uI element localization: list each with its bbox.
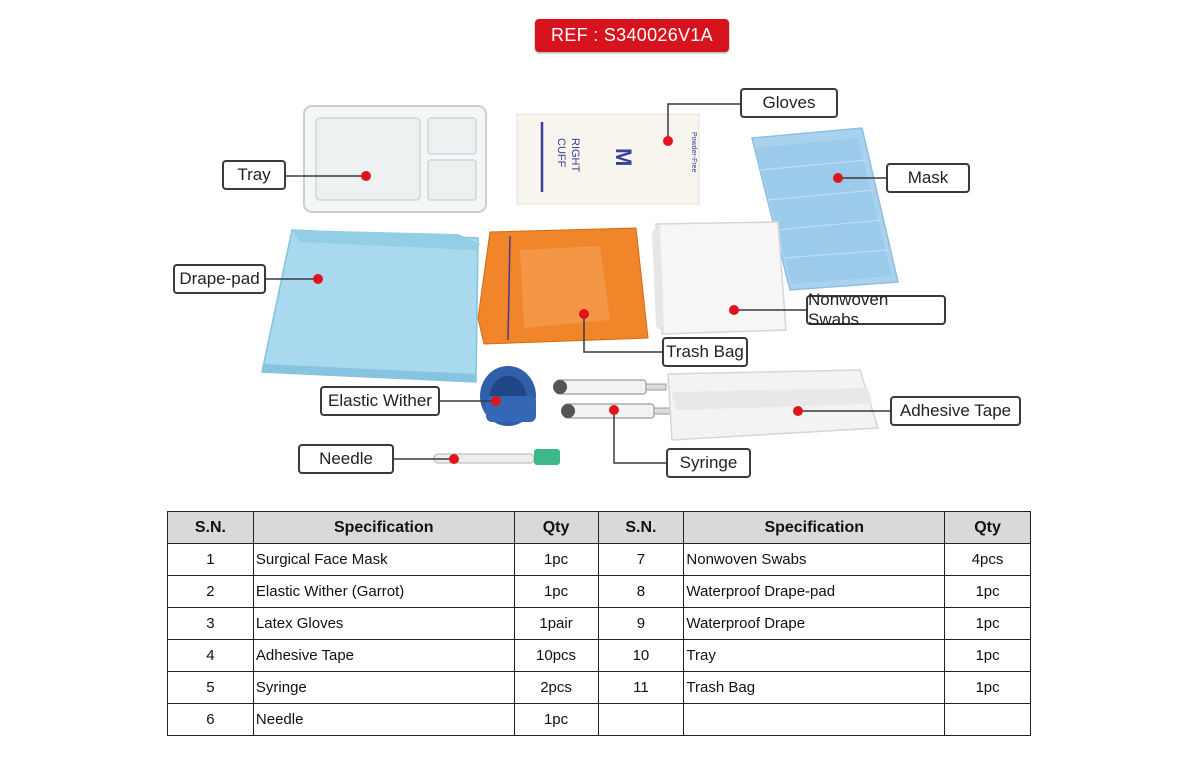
table-row [168,640,1031,672]
cell-spec: Surgical Face Mask [253,544,514,576]
cell-sn: 4 [168,640,254,672]
label-elastic-wither: Elastic Wither [320,386,440,416]
cell-sn: 1 [168,544,254,576]
cell-spec: Trash Bag [684,672,945,704]
label-tray: Tray [222,160,286,190]
header-spec-left: Specification [253,512,514,544]
header-sn-left: S.N. [168,512,254,544]
header-spec-right: Specification [684,512,945,544]
cell-qty: 1pc [514,704,598,736]
table-header-row [168,512,1031,544]
header-qty-right: Qty [945,512,1031,544]
header-sn-right: S.N. [598,512,684,544]
glove-cuff-line1: RIGHT [569,138,581,173]
cell-spec: Elastic Wither (Garrot) [253,576,514,608]
label-needle: Needle [298,444,394,474]
header-qty-left: Qty [514,512,598,544]
label-mask: Mask [886,163,970,193]
spec-table [167,511,1031,736]
label-trash-bag: Trash Bag [662,337,748,367]
cell-qty: 10pcs [514,640,598,672]
adhesive-tape-item [668,370,878,440]
cell-qty: 1pc [514,576,598,608]
cell-qty: 1pair [514,608,598,640]
label-adhesive-tape: Adhesive Tape [890,396,1021,426]
cell-spec: Nonwoven Swabs [684,544,945,576]
swabs-item [652,222,786,334]
label-nonwoven-swabs: Nonwoven Swabs [806,295,946,325]
cell-sn: 11 [598,672,684,704]
cell-sn: 5 [168,672,254,704]
cell-spec: Tray [684,640,945,672]
cell-qty: 1pc [945,672,1031,704]
table-row [168,704,1031,736]
cell-qty: 1pc [514,544,598,576]
elastic-wither-item [480,366,536,426]
cell-qty [945,704,1031,736]
label-drape-pad: Drape-pad [173,264,266,294]
cell-sn [598,704,684,736]
cell-qty: 1pc [945,640,1031,672]
trash-bag-item [478,228,648,344]
cell-spec: Waterproof Drape [684,608,945,640]
table-row [168,608,1031,640]
table-row [168,544,1031,576]
glove-powder: Powder-Free [690,132,697,173]
table-row [168,576,1031,608]
cell-qty: 4pcs [945,544,1031,576]
table-row [168,672,1031,704]
cell-spec [684,704,945,736]
cell-sn: 3 [168,608,254,640]
cell-sn: 9 [598,608,684,640]
cell-sn: 8 [598,576,684,608]
glove-size: M [611,148,636,167]
cell-sn: 7 [598,544,684,576]
cell-spec: Needle [253,704,514,736]
cell-qty: 1pc [945,608,1031,640]
cell-qty: 2pcs [514,672,598,704]
label-syringe: Syringe [666,448,751,478]
tray-item [304,106,486,212]
label-gloves: Gloves [740,88,838,118]
cell-spec: Adhesive Tape [253,640,514,672]
drape-pad-item [262,230,480,382]
cell-spec: Latex Gloves [253,608,514,640]
glove-cuff-line2: CUFF [555,138,567,168]
cell-spec: Waterproof Drape-pad [684,576,945,608]
ref-badge: REF : S340026V1A [535,19,729,52]
cell-qty: 1pc [945,576,1031,608]
cell-spec: Syringe [253,672,514,704]
cell-sn: 2 [168,576,254,608]
cell-sn: 6 [168,704,254,736]
cell-sn: 10 [598,640,684,672]
gloves-pack [517,114,699,204]
